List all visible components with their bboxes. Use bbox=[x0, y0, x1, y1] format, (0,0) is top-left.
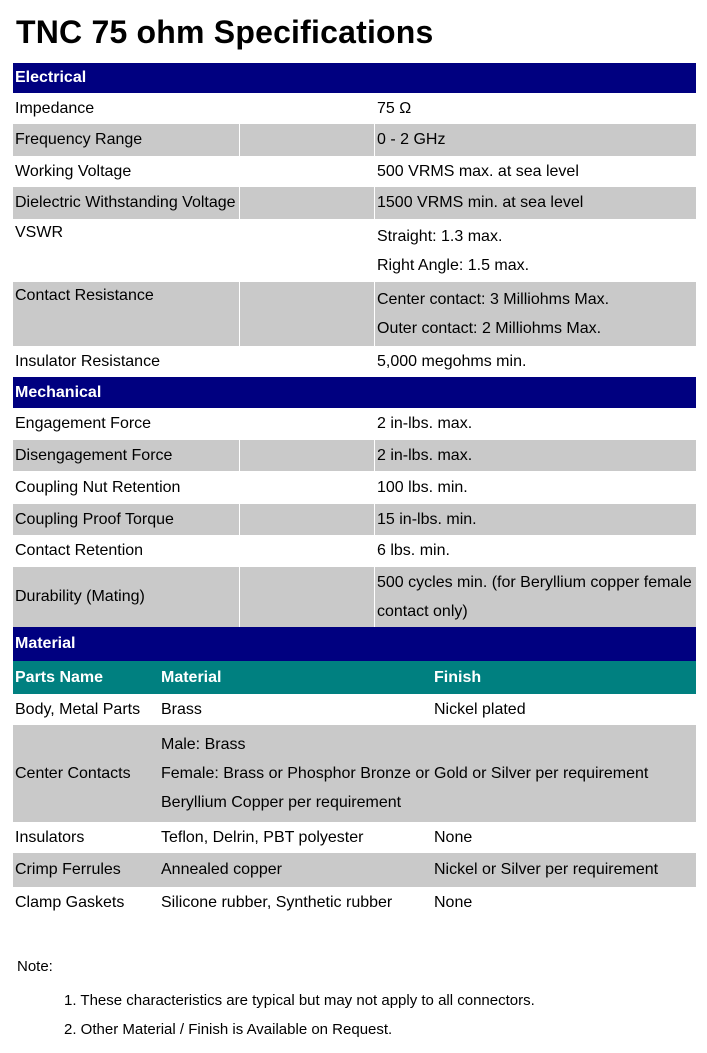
material-row-clamp-gaskets bbox=[13, 887, 696, 919]
section-header-material: Material bbox=[13, 627, 696, 661]
spec-value: 15 in-lbs. min. bbox=[377, 510, 477, 528]
spec-row-vswr bbox=[13, 219, 696, 282]
spec-value-line: contact only) bbox=[377, 603, 468, 620]
spec-value-group bbox=[375, 282, 696, 346]
part-finish: None bbox=[434, 894, 473, 911]
material-row-center-contacts bbox=[13, 725, 696, 822]
page-title: TNC 75 ohm Specifications bbox=[16, 14, 434, 50]
spec-row-frequency-range bbox=[13, 124, 696, 156]
spec-value-line: 500 cycles min. (for Beryllium copper female bbox=[377, 574, 692, 591]
spec-row-contact-resistance bbox=[13, 282, 696, 346]
spec-value: 75 Ω bbox=[377, 99, 412, 117]
spec-value: 2 in-lbs. max. bbox=[377, 415, 473, 432]
note-item: 2. Other Material / Finish is Available on Request. bbox=[64, 1021, 393, 1038]
spacer-cell bbox=[239, 124, 375, 156]
part-material-line: Female: Brass or Phosphor Bronze or Gold or Silver per requirement bbox=[161, 765, 649, 782]
spec-row-impedance bbox=[13, 93, 696, 124]
spec-row-disengagement-force bbox=[13, 440, 696, 471]
spec-label: Working Voltage bbox=[15, 162, 132, 180]
part-name: Clamp Gaskets bbox=[15, 894, 125, 911]
spacer-cell bbox=[239, 504, 375, 535]
material-table-header bbox=[13, 661, 696, 694]
part-material-line: Beryllium Copper per requirement bbox=[161, 794, 402, 811]
spec-value: 2 in-lbs. max. bbox=[377, 446, 473, 464]
part-material-group bbox=[161, 725, 648, 822]
part-name: Center Contacts bbox=[15, 764, 131, 782]
column-header-parts-name: Parts Name bbox=[15, 669, 104, 686]
spec-value-group bbox=[375, 567, 696, 627]
spec-value: 500 VRMS max. at sea level bbox=[377, 162, 579, 180]
spec-label: Impedance bbox=[15, 99, 95, 117]
part-material-line: Male: Brass bbox=[161, 736, 246, 753]
spec-value-line: Outer contact: 2 Milliohms Max. bbox=[377, 320, 602, 337]
spacer-cell bbox=[239, 187, 375, 219]
spec-label: Dielectric Withstanding Voltage bbox=[15, 194, 236, 211]
spec-label: Insulator Resistance bbox=[15, 352, 160, 370]
spec-row-contact-retention bbox=[13, 535, 696, 567]
spec-value: 0 - 2 GHz bbox=[377, 131, 446, 148]
material-row-body bbox=[13, 694, 696, 725]
spec-row-dielectric-withstanding-voltage bbox=[13, 187, 696, 219]
spec-sheet bbox=[13, 63, 696, 919]
part-finish: None bbox=[434, 828, 473, 846]
part-material: Brass bbox=[161, 700, 202, 718]
spec-value: 6 lbs. min. bbox=[377, 542, 450, 559]
spec-row-durability bbox=[13, 567, 696, 627]
part-material: Teflon, Delrin, PBT polyester bbox=[161, 828, 364, 846]
note-list bbox=[64, 986, 535, 1044]
spec-label: Contact Resistance bbox=[15, 287, 154, 304]
spec-value-line: Center contact: 3 Milliohms Max. bbox=[377, 291, 610, 308]
spec-row-coupling-nut-retention bbox=[13, 471, 696, 504]
spec-label: Durability (Mating) bbox=[15, 588, 145, 605]
spec-label: VSWR bbox=[15, 224, 63, 241]
column-header-material: Material bbox=[161, 669, 222, 686]
spec-value-line: Right Angle: 1.5 max. bbox=[377, 256, 530, 274]
spec-label: Coupling Proof Torque bbox=[15, 510, 174, 528]
spec-value-group bbox=[375, 219, 696, 282]
spec-value-line: Straight: 1.3 max. bbox=[377, 227, 503, 245]
spec-label: Engagement Force bbox=[15, 415, 152, 432]
spec-label: Disengagement Force bbox=[15, 446, 173, 464]
section-header-electrical: Electrical bbox=[13, 63, 696, 93]
note-item: 1. These characteristics are typical but may not apply to all connectors. bbox=[64, 992, 535, 1009]
part-finish: Nickel plated bbox=[434, 700, 526, 718]
spec-row-insulator-resistance bbox=[13, 346, 696, 377]
spec-row-coupling-proof-torque bbox=[13, 504, 696, 535]
spec-value: 100 lbs. min. bbox=[377, 478, 468, 496]
spec-value: 5,000 megohms min. bbox=[377, 352, 527, 370]
part-material: Annealed copper bbox=[161, 861, 282, 878]
spec-row-working-voltage bbox=[13, 156, 696, 187]
material-row-insulators bbox=[13, 822, 696, 853]
spec-label: Frequency Range bbox=[15, 131, 143, 148]
note-label: Note: bbox=[17, 958, 53, 975]
spacer-cell bbox=[239, 567, 375, 627]
part-name: Body, Metal Parts bbox=[15, 700, 141, 718]
part-material: Silicone rubber, Synthetic rubber bbox=[161, 894, 393, 911]
section-header-mechanical: Mechanical bbox=[13, 377, 696, 408]
column-header-finish: Finish bbox=[434, 669, 482, 686]
part-name: Crimp Ferrules bbox=[15, 861, 121, 878]
material-row-crimp-ferrules bbox=[13, 853, 696, 887]
spec-label: Contact Retention bbox=[15, 542, 144, 559]
part-finish: Nickel or Silver per requirement bbox=[434, 861, 659, 878]
spacer-cell bbox=[239, 440, 375, 471]
spacer-cell bbox=[239, 282, 375, 346]
part-name: Insulators bbox=[15, 828, 85, 846]
spec-row-engagement-force bbox=[13, 408, 696, 440]
spec-label: Coupling Nut Retention bbox=[15, 478, 181, 496]
spec-value: 1500 VRMS min. at sea level bbox=[377, 194, 584, 211]
